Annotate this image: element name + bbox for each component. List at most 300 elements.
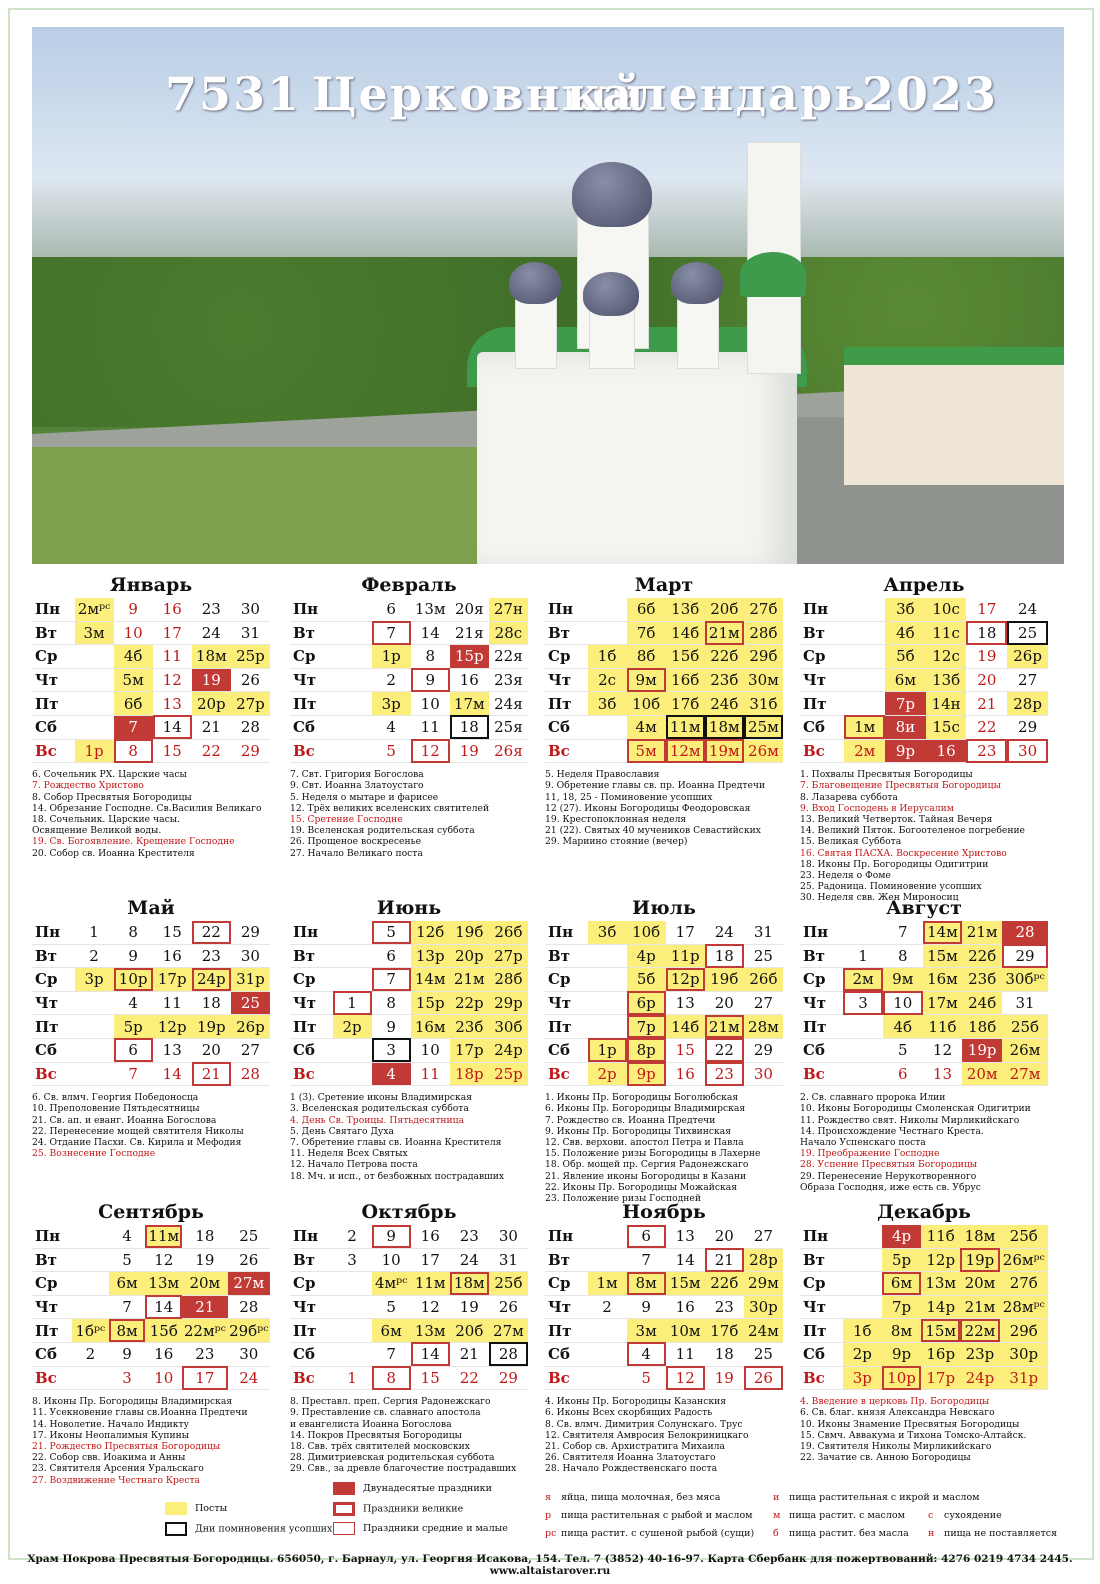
holiday-note: 7. Свт. Григория Богослова (290, 769, 424, 781)
empty-cell (588, 1248, 627, 1272)
holiday-note: 23. Святителя Арсения Уральскаго (32, 1463, 204, 1475)
holiday-note: 23. Положение ризы Господней (545, 1192, 701, 1204)
month-block (545, 895, 783, 1204)
day-cell: 23б (962, 968, 1002, 992)
day-cell: 13м (145, 1272, 182, 1296)
day-cell: 9 (372, 1225, 411, 1248)
day-cell: 26б (489, 921, 528, 944)
day-cell: 22мᵖᶜ (182, 1319, 227, 1343)
day-cell: 9 (109, 1342, 146, 1366)
day-cell: 14 (666, 1248, 705, 1272)
day-cell: 6м (885, 668, 926, 692)
holiday-note: 6. Сочельник РХ. Царские часы (32, 769, 187, 781)
month-table (32, 598, 270, 763)
day-cell: 2р (333, 1015, 372, 1039)
holiday-note: 3. Вселенская родительская суббота (290, 1103, 469, 1115)
day-cell: 29 (1002, 944, 1048, 968)
holiday-note: 22. Перенесение мощей святителя Николы (32, 1125, 244, 1137)
holiday-note: 7. Рождество св. Иоанна Предтечи (545, 1114, 716, 1126)
day-cell: 4 (109, 1225, 146, 1248)
day-cell: 6р (627, 991, 666, 1015)
weekday-label: Пн (800, 598, 844, 621)
day-cell: 26мᵖᶜ (1000, 1248, 1048, 1272)
holiday-note: 23. Неделя о Фоме (800, 869, 891, 881)
day-cell: 14б (666, 621, 705, 645)
holiday-note: 13. Великий Четверток. Тайная Вечеря (800, 813, 993, 825)
day-cell: 18р (450, 1062, 489, 1086)
weekday-label: Сб (290, 715, 333, 739)
day-cell: 8м (109, 1319, 146, 1343)
holiday-notes (800, 769, 1048, 903)
month-block (800, 572, 1048, 904)
weekday-label: Вс (290, 1062, 333, 1086)
day-cell: 25б (489, 1272, 528, 1296)
diet-code-key: н (928, 1528, 935, 1539)
holiday-notes (545, 1092, 783, 1204)
day-cell: 6 (114, 1038, 153, 1062)
weekday-label: Пн (800, 921, 843, 944)
holiday-note: 9. Преставление св. славнаго апостола (290, 1407, 481, 1419)
empty-cell (75, 991, 114, 1015)
day-cell: 15р (411, 991, 450, 1015)
day-cell: 7р (885, 692, 926, 716)
day-cell: 28 (228, 1295, 271, 1319)
weekday-label: Пн (545, 598, 588, 621)
day-cell: 17 (411, 1248, 450, 1272)
day-cell: 26р (1007, 645, 1048, 669)
day-cell: 15р (450, 645, 489, 669)
day-cell: 5 (109, 1248, 146, 1272)
weekday-label: Чт (800, 991, 843, 1015)
day-cell: 12 (411, 1295, 450, 1319)
month-name: Ноябрь (622, 1201, 706, 1223)
weekday-label: Ср (32, 968, 75, 992)
day-cell: 10 (411, 1038, 450, 1062)
day-cell: 2 (588, 1295, 627, 1319)
holiday-note: 18. Обр. мощей пр. Сергия Радонежскаго (545, 1159, 749, 1171)
day-cell: 26м (744, 739, 783, 763)
day-cell: 15м (666, 1272, 705, 1296)
day-cell: 20м (182, 1272, 227, 1296)
empty-cell (588, 1015, 627, 1039)
holiday-note: 10. Иконы Богородицы Смоленская Одигитрии (800, 1103, 1031, 1115)
church-photo (32, 27, 1064, 564)
month-name: Сентябрь (98, 1201, 204, 1223)
empty-cell (333, 1062, 372, 1086)
weekday-label: Ср (545, 968, 588, 992)
day-cell: 27 (744, 991, 783, 1015)
day-cell: 28 (1002, 921, 1048, 944)
day-cell: 22я (489, 645, 528, 669)
day-cell: 19б (450, 921, 489, 944)
day-cell: 22р (450, 991, 489, 1015)
month-name: Июль (632, 897, 696, 919)
holiday-note: 8. Собор Пресвятыя Богородицы (32, 791, 192, 803)
weekday-label: Пт (290, 1319, 333, 1343)
empty-cell (588, 1319, 627, 1343)
holiday-notes (800, 1092, 1048, 1193)
day-cell: 10б (627, 921, 666, 944)
empty-cell (844, 692, 885, 716)
day-cell: 24 (228, 1366, 271, 1390)
day-cell: 9р (885, 739, 926, 763)
day-cell: 7р (882, 1295, 921, 1319)
weekday-label: Сб (800, 1342, 843, 1366)
weekday-label: Пт (800, 1015, 843, 1039)
month-block (32, 895, 270, 1159)
day-cell: 24б (962, 991, 1002, 1015)
day-cell: 9 (627, 1295, 666, 1319)
month-block (800, 895, 1048, 1193)
day-cell: 28б (489, 968, 528, 992)
day-cell: 5 (883, 1038, 923, 1062)
day-cell: 23б (450, 1015, 489, 1039)
weekday-label: Пн (32, 921, 75, 944)
weekday-label: Чт (800, 668, 844, 692)
month-table (32, 921, 270, 1086)
empty-cell (72, 1366, 109, 1390)
day-cell: 6б (627, 598, 666, 621)
day-cell: 25б (1000, 1225, 1048, 1248)
day-cell: 5р (882, 1248, 921, 1272)
day-cell: 14б (666, 1015, 705, 1039)
month-block (545, 572, 783, 848)
holiday-note: 21 (22). Святых 40 мучеников Севастийских (545, 825, 761, 837)
holiday-note: 6. Иконы Пр. Богородицы Владимирская (545, 1103, 746, 1115)
day-cell: 7 (109, 1295, 146, 1319)
day-cell: 11б (923, 1015, 963, 1039)
empty-cell (333, 1295, 372, 1319)
day-cell: 29 (489, 1366, 528, 1390)
empty-cell (72, 1272, 109, 1296)
day-cell: 23 (705, 1295, 744, 1319)
weekday-label: Пн (32, 598, 75, 621)
day-cell: 24б (705, 692, 744, 716)
day-cell: 23 (966, 739, 1007, 763)
weekday-label: Сб (800, 1038, 843, 1062)
day-cell: 18б (962, 1015, 1002, 1039)
day-cell: 30 (1007, 739, 1048, 763)
day-cell: 31 (744, 921, 783, 944)
day-cell: 26 (228, 1248, 271, 1272)
day-cell: 31р (1000, 1366, 1048, 1390)
holiday-note: 7. Благовещение Пресвятыя Богородицы (800, 780, 1001, 792)
empty-cell (333, 692, 372, 716)
empty-cell (588, 715, 627, 739)
day-cell: 16 (153, 944, 192, 968)
holiday-note: 1. Похвалы Пресвятыя Богородицы (800, 769, 973, 781)
weekday-label: Вт (32, 1248, 72, 1272)
day-cell: 11 (153, 645, 192, 669)
empty-cell (333, 621, 372, 645)
day-cell: 27м (228, 1272, 271, 1296)
weekday-label: Вс (545, 739, 588, 763)
day-cell: 2м (844, 739, 885, 763)
day-cell: 21 (966, 692, 1007, 716)
day-cell: 9р (882, 1342, 921, 1366)
weekday-label: Пт (290, 1015, 333, 1039)
holiday-note: 26. Святителя Иоанна Златоустаго (545, 1452, 716, 1464)
day-cell: 22 (192, 739, 231, 763)
day-cell: 14 (411, 621, 450, 645)
weekday-label: Ср (800, 968, 843, 992)
day-cell: 3р (75, 968, 114, 992)
holiday-note: 28. Начало Рождественскаго поста (545, 1463, 718, 1475)
day-cell: 23 (182, 1342, 227, 1366)
weekday-label: Ср (290, 645, 333, 669)
day-cell: 6м (372, 1319, 411, 1343)
day-cell: 26 (231, 668, 270, 692)
day-cell: 29 (1007, 715, 1048, 739)
day-cell: 22 (192, 921, 231, 944)
holiday-note: Образа Господня, иже есть св. Убрус (800, 1181, 981, 1193)
day-cell: 22б (962, 944, 1002, 968)
day-cell: 15 (153, 921, 192, 944)
day-cell: 1 (75, 921, 114, 944)
day-cell: 23 (192, 944, 231, 968)
day-cell: 7 (627, 1248, 666, 1272)
day-cell: 3р (843, 1366, 882, 1390)
day-cell: 25м (744, 715, 783, 739)
day-cell: 3м (627, 1319, 666, 1343)
weekday-label: Пн (290, 921, 333, 944)
holiday-note: 28. Успение Пресвятыя Богородицы (800, 1159, 978, 1171)
day-cell: 30б (489, 1015, 528, 1039)
day-cell: 22м (960, 1319, 999, 1343)
day-cell: 15м (923, 944, 963, 968)
holiday-note: 17. Иконы Неопалимыя Купины (32, 1429, 190, 1441)
day-cell: 18 (705, 944, 744, 968)
holiday-note: 6. Св. влмч. Георгия Победоносца (32, 1092, 199, 1104)
day-cell: 1р (75, 739, 114, 763)
month-table (545, 1225, 783, 1390)
day-cell: 23р (960, 1342, 999, 1366)
holiday-note: 14. Происхождение Честнаго Креста. (800, 1125, 984, 1137)
weekday-label: Сб (32, 715, 75, 739)
day-cell: 24р (489, 1038, 528, 1062)
day-cell: 9 (372, 1015, 411, 1039)
day-cell: 26 (489, 1295, 528, 1319)
day-cell: 12р (666, 968, 705, 992)
day-cell: 11м (145, 1225, 182, 1248)
holiday-note: 27. Начало Великаго поста (290, 847, 423, 859)
day-cell: 14 (145, 1295, 182, 1319)
empty-cell (333, 1038, 372, 1062)
day-cell: 1бᵖᶜ (72, 1319, 109, 1343)
day-cell: 6 (372, 598, 411, 621)
day-cell: 23б (705, 668, 744, 692)
weekday-label: Пн (545, 921, 588, 944)
month-name: Май (127, 897, 175, 919)
holiday-note: 10. Иконы Знамение Пресвятыя Богородицы (800, 1418, 1020, 1430)
day-cell: 17б (666, 692, 705, 716)
day-cell: 27б (744, 598, 783, 621)
weekday-label: Ср (545, 1272, 588, 1296)
day-cell: 29бᵖᶜ (228, 1319, 271, 1343)
empty-cell (333, 968, 372, 992)
day-cell: 16 (153, 598, 192, 621)
holiday-notes (545, 1396, 783, 1474)
empty-cell (333, 1272, 372, 1296)
day-cell: 10б (627, 692, 666, 716)
day-cell: 25 (231, 991, 270, 1015)
empty-cell (844, 668, 885, 692)
holiday-note: 21. Св. ап. и еванг. Иоанна Богослова (32, 1114, 217, 1126)
day-cell: 20м (960, 1272, 999, 1296)
day-cell: 16 (145, 1342, 182, 1366)
month-name: Октябрь (361, 1201, 457, 1223)
day-cell: 1р (372, 645, 411, 669)
day-cell: 12б (411, 921, 450, 944)
day-cell: 1 (843, 944, 883, 968)
holiday-notes (800, 1396, 1048, 1463)
day-cell: 27р (231, 692, 270, 716)
weekday-label: Вт (290, 944, 333, 968)
day-cell: 18м (450, 1272, 489, 1296)
year: 2023 (862, 67, 999, 121)
month-name: Апрель (883, 574, 965, 596)
month-table (545, 598, 783, 763)
day-cell: 20 (966, 668, 1007, 692)
legend-memorial: Дни поминовения усопших (195, 1523, 333, 1535)
empty-cell (72, 1248, 109, 1272)
day-cell: 19м (705, 739, 744, 763)
day-cell: 9 (114, 598, 153, 621)
day-cell: 30 (744, 1062, 783, 1086)
weekday-label: Чт (32, 991, 75, 1015)
day-cell: 24 (1007, 598, 1048, 621)
day-cell: 20 (705, 991, 744, 1015)
holiday-note: 5. День Святаго Духа (290, 1125, 394, 1137)
month-table (290, 921, 528, 1086)
day-cell: 7 (883, 921, 923, 944)
holiday-note: 12 (27). Иконы Богородицы Феодоровская (545, 802, 751, 814)
day-cell: 7 (114, 715, 153, 739)
day-cell: 8м (882, 1319, 921, 1343)
day-cell: 29 (231, 921, 270, 944)
day-cell: 1 (333, 991, 372, 1015)
day-cell: 13 (666, 1225, 705, 1248)
empty-cell (333, 739, 372, 763)
day-cell: 2с (588, 668, 627, 692)
day-cell: 16 (926, 739, 967, 763)
day-cell: 8 (411, 645, 450, 669)
holiday-note: 10. Преполовение Пятьдесятницы (32, 1103, 200, 1115)
weekday-label: Пн (290, 598, 333, 621)
weekday-label: Сб (545, 1038, 588, 1062)
day-cell: 10 (411, 692, 450, 716)
day-cell: 10м (666, 1319, 705, 1343)
month-block (290, 572, 528, 859)
day-cell: 11р (666, 944, 705, 968)
day-cell: 12 (923, 1038, 963, 1062)
day-cell: 18 (182, 1225, 227, 1248)
day-cell: 8 (114, 921, 153, 944)
day-cell: 8 (883, 944, 923, 968)
day-cell: 18 (705, 1342, 744, 1366)
day-cell: 31 (489, 1248, 528, 1272)
day-cell: 3р (372, 692, 411, 716)
weekday-label: Вс (545, 1062, 588, 1086)
holiday-note: 19. Преображение Господне (800, 1148, 940, 1160)
holiday-note: 22. Иконы Пр. Богородицы Можайская (545, 1181, 738, 1193)
day-cell: 10 (145, 1366, 182, 1390)
holiday-notes (290, 769, 528, 859)
day-cell: 11м (666, 715, 705, 739)
weekday-label: Ср (32, 1272, 72, 1296)
day-cell: 30 (231, 944, 270, 968)
day-cell: 4м (627, 715, 666, 739)
day-cell: 28мᵖᶜ (1000, 1295, 1048, 1319)
holiday-note: 19. Вселенская родительская суббота (290, 825, 475, 837)
day-cell: 1б (588, 645, 627, 669)
diet-code-key: м (773, 1510, 781, 1521)
holiday-note: 4. День Св. Троицы. Пятьдесятница (290, 1114, 465, 1126)
day-cell: 27 (744, 1225, 783, 1248)
day-cell: 21 (705, 1248, 744, 1272)
day-cell: 26м (1002, 1038, 1048, 1062)
day-cell: 22б (705, 645, 744, 669)
holiday-note: 21. Явление иконы Богородицы в Казани (545, 1170, 747, 1182)
holiday-note: 26. Прощеное воскресенье (290, 836, 422, 848)
day-cell: 28 (489, 1342, 528, 1366)
day-cell: 11б (921, 1225, 960, 1248)
old-year: 7531 (165, 67, 302, 121)
weekday-label: Вс (800, 1366, 843, 1390)
diet-code-key: я (545, 1492, 551, 1503)
day-cell: 10 (883, 991, 923, 1015)
legend-posts: Посты (195, 1503, 228, 1514)
day-cell: 23 (192, 598, 231, 621)
day-cell: 21 (192, 715, 231, 739)
day-cell: 20р (192, 692, 231, 716)
day-cell: 4б (114, 645, 153, 669)
day-cell: 3 (372, 1038, 411, 1062)
weekday-label: Вт (32, 944, 75, 968)
holiday-note: 5. Неделя Православия (545, 769, 660, 781)
diet-code-text: сухоядение (944, 1510, 1002, 1521)
weekday-label: Ср (800, 1272, 843, 1296)
day-cell: 16м (923, 968, 963, 992)
holiday-note: 5. Неделя о мытаре и фарисее (290, 791, 439, 803)
day-cell: 16б (666, 668, 705, 692)
holiday-note: 1 (3). Сретение иконы Владимирская (290, 1092, 473, 1104)
day-cell: 29р (489, 991, 528, 1015)
holiday-note: 24. Отдание Пасхи. Св. Кирила и Мефодия (32, 1136, 242, 1148)
day-cell: 5 (372, 739, 411, 763)
day-cell: 19 (450, 739, 489, 763)
month-table (800, 921, 1048, 1086)
weekday-label: Вт (545, 1248, 588, 1272)
day-cell: 16 (450, 668, 489, 692)
day-cell: 6 (627, 1225, 666, 1248)
day-cell: 20б (705, 598, 744, 621)
day-cell: 1б (843, 1319, 882, 1343)
day-cell: 28р (744, 1248, 783, 1272)
day-cell: 30 (228, 1342, 271, 1366)
holiday-note: 12. Свв. верхови. апостол Петра и Павла (545, 1136, 744, 1148)
day-cell: 7б (627, 621, 666, 645)
day-cell: 27м (489, 1319, 528, 1343)
month-table (800, 1225, 1048, 1390)
day-cell: 3 (333, 1248, 372, 1272)
day-cell: 31р (231, 968, 270, 992)
holiday-note: 1. Иконы Пр. Богородицы Боголюбская (545, 1092, 739, 1104)
day-cell: 24р (192, 968, 231, 992)
day-cell: 9м (883, 968, 923, 992)
day-cell: 22 (966, 715, 1007, 739)
day-cell: 5 (627, 1366, 666, 1390)
